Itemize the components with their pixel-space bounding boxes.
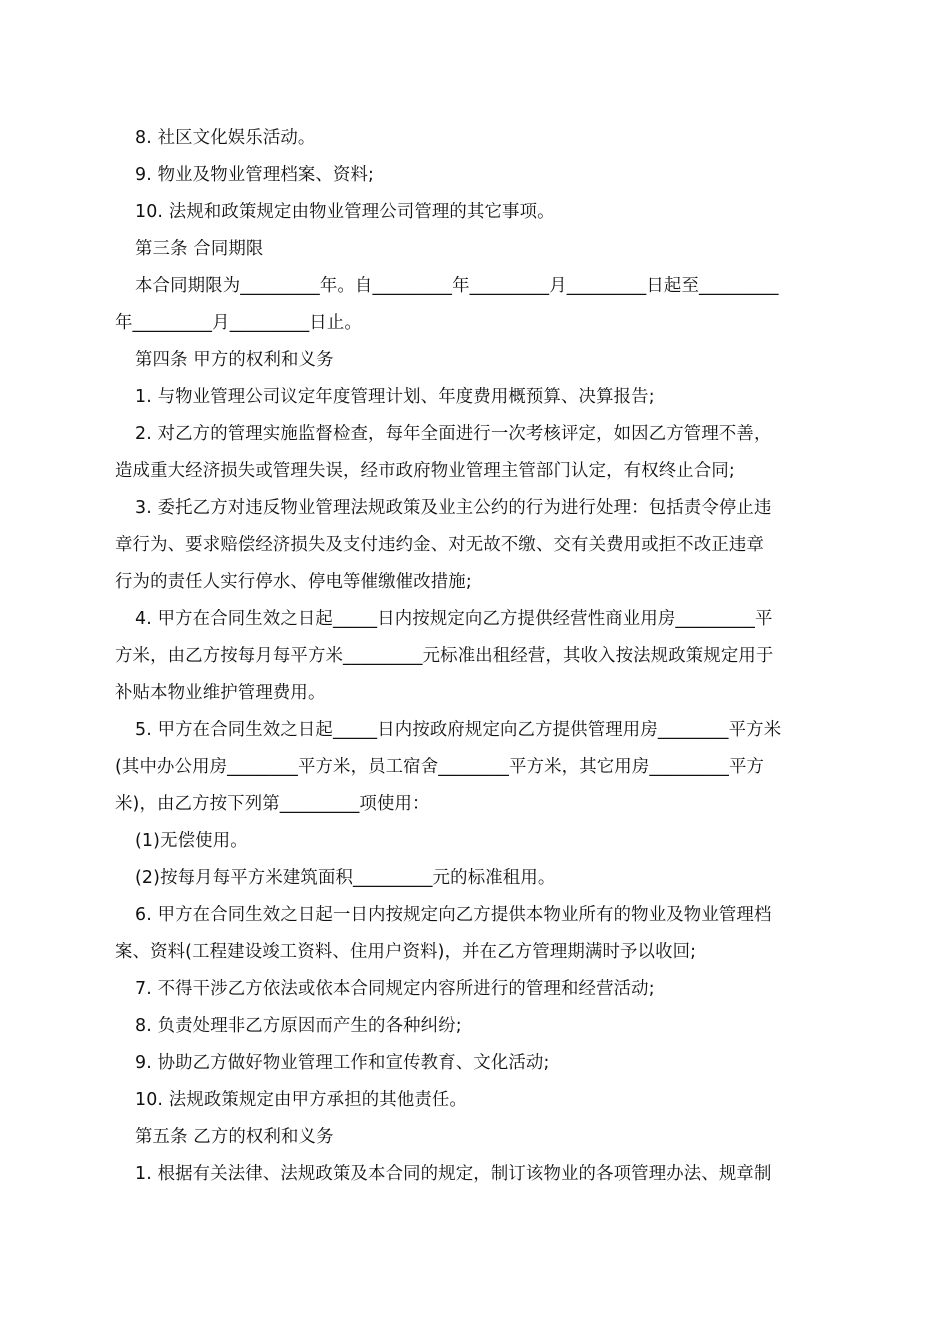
text-line: 米)，由乙方按下列第_________项使用： — [115, 794, 430, 814]
section-heading: 第三条 合同期限 — [135, 239, 264, 259]
text-line: 1. 根据有关法律、法规政策及本合同的规定，制订该物业的各项管理办法、规章制 — [135, 1164, 772, 1184]
text-line: 6. 甲方在合同生效之日起一日内按规定向乙方提供本物业所有的物业及物业管理档 — [135, 905, 772, 925]
text-line: 8. 社区文化娱乐活动。 — [135, 128, 316, 148]
section-heading: 第四条 甲方的权利和义务 — [135, 350, 334, 370]
text-line: 8. 负责处理非乙方原因而产生的各种纠纷; — [135, 1016, 462, 1036]
text-line: 10. 法规和政策规定由物业管理公司管理的其它事项。 — [135, 202, 555, 222]
text-line: 4. 甲方在合同生效之日起_____日内按规定向乙方提供经营性商业用房_________平 — [135, 609, 773, 629]
section-heading: 第五条 乙方的权利和义务 — [135, 1127, 334, 1147]
document-body — [115, 120, 837, 1193]
text-line: 9. 物业及物业管理档案、资料; — [135, 165, 375, 185]
text-line: 10. 法规政策规定由甲方承担的其他责任。 — [135, 1090, 467, 1110]
text-line: 9. 协助乙方做好物业管理工作和宣传教育、文化活动; — [135, 1053, 550, 1073]
text-line: 本合同期限为_________年。自_________年_________月_________日起至_________ — [135, 276, 779, 296]
text-line: 造成重大经济损失或管理失误，经市政府物业管理主管部门认定，有权终止合同; — [115, 461, 735, 481]
text-line: (其中办公用房________平方米，员工宿舍________平方米，其它用房_________平方 — [115, 757, 765, 777]
text-line: 案、资料(工程建设竣工资料、住用户资料)，并在乙方管理期满时予以收回; — [115, 942, 697, 962]
text-line: 行为的责任人实行停水、停电等催缴催改措施; — [115, 572, 472, 592]
text-line: 章行为、要求赔偿经济损失及支付违约金、对无故不缴、交有关费用或拒不改正违章 — [115, 535, 765, 555]
text-line: 1. 与物业管理公司议定年度管理计划、年度费用概预算、决算报告; — [135, 387, 655, 407]
text-line: 3. 委托乙方对违反物业管理法规政策及业主公约的行为进行处理：包括责令停止违 — [135, 498, 772, 518]
text-line: 补贴本物业维护管理费用。 — [115, 683, 326, 703]
text-line: 方米，由乙方按每月每平方米_________元标准出租经营，其收入按法规政策规定用于 — [115, 646, 774, 666]
text-line: 7. 不得干涉乙方依法或依本合同规定内容所进行的管理和经营活动; — [135, 979, 655, 999]
text-line: 5. 甲方在合同生效之日起_____日内按政府规定向乙方提供管理用房________平方米 — [135, 720, 782, 740]
text-line: 年_________月_________日止。 — [115, 313, 362, 333]
text-line: 2. 对乙方的管理实施监督检查，每年全面进行一次考核评定，如因乙方管理不善， — [135, 424, 772, 444]
text-line: (2)按每月每平方米建筑面积_________元的标准租用。 — [135, 868, 556, 888]
text-line: (1)无偿使用。 — [135, 831, 248, 851]
